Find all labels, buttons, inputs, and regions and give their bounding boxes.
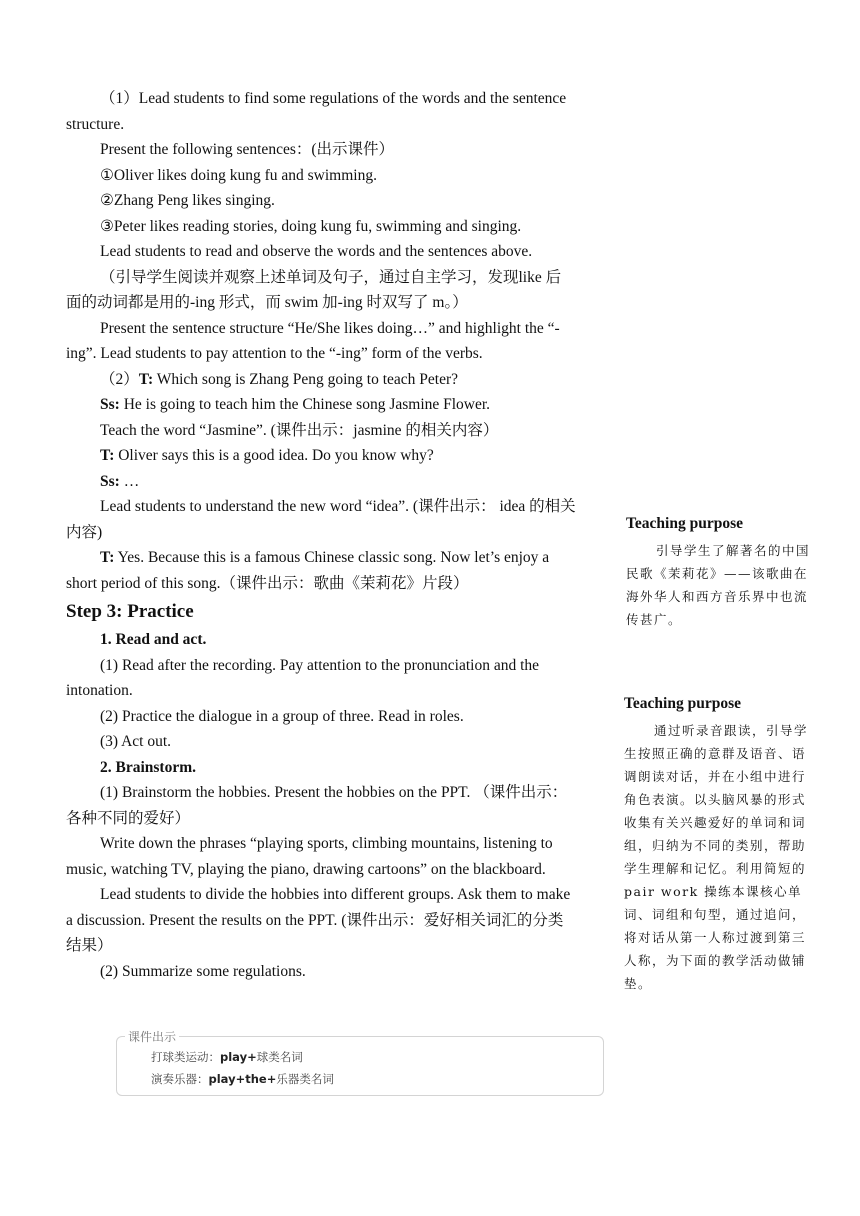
- courseware-box: [116, 1030, 604, 1096]
- courseware-row: [151, 1049, 303, 1065]
- paragraph-chinese: （引导学生阅读并观察上述单词及句子，通过自主学习，发现like 后面的动词都是用的-ing 形式，而 swim 加-ing 时双写了 m。）: [66, 268, 562, 311]
- speaker-label: Ss:: [100, 396, 120, 413]
- dialogue-line: [66, 392, 576, 418]
- speaker-label: T:: [138, 370, 154, 388]
- dialogue-text: …: [119, 472, 140, 490]
- speaker-label: T:: [100, 549, 115, 566]
- note-title: Teaching purpose: [626, 515, 743, 532]
- subsection-title: 2. Brainstorm.: [100, 758, 197, 776]
- paragraph: Write down the phrases “playing sports, climbing mountains, listening to music, watching TV, playing the piano, drawing cartoons” on the blackboard.: [66, 835, 553, 878]
- courseware-formula: play+: [220, 1050, 257, 1064]
- dialogue-text: Which song is Zhang Peng going to teach Peter?: [153, 370, 459, 388]
- paragraph: (2) Summarize some regulations.: [100, 962, 306, 980]
- dialogue-text: He is going to teach him the Chinese song Jasmine Flower.: [119, 396, 491, 413]
- section-heading: Step 3: Practice: [66, 601, 194, 622]
- courseware-label: 课件出示: [125, 1028, 179, 1045]
- paragraph: (2) Practice the dialogue in a group of three. Read in roles.: [100, 707, 464, 725]
- speaker-label: T:: [100, 447, 115, 464]
- paragraph: Present the sentence structure “He/She likes doing…” and highlight the “-ing”. Lead students to pay attention to the “-ing” form of the verbs.: [66, 319, 560, 362]
- paragraph: (3) Act out.: [100, 733, 172, 750]
- dialogue-text: Yes. Because this is a famous Chinese classic song. Now let’s enjoy a short period of this song.（课件出示：歌曲《茉莉花》片段）: [66, 549, 550, 592]
- subsection-title: 1. Read and act.: [100, 631, 207, 648]
- dialogue-line: [66, 367, 576, 393]
- paragraph: (1) Brainstorm the hobbies. Present the hobbies on the PPT. （课件出示：各种不同的爱好）: [66, 784, 568, 827]
- paragraph: Present the following sentences：(出示课件）: [100, 141, 395, 158]
- main-content: [66, 86, 576, 984]
- note-body: 通过听录音跟读，引导学生按照正确的意群及语音、语调朗读对话，并在小组中进行角色表演。以头脑风暴的形式收集有关兴趣爱好的单词和词组，归纳为不同的类别，帮助学生理解和记忆。利用简短的 pair work 操练本课核心单词、词组和句型，通过追问，将对话从第一人称过渡到第三人称，为下面的教学活动做铺垫。: [624, 723, 809, 991]
- courseware-formula: play+the+: [208, 1072, 277, 1086]
- example-sentence: ③Peter likes reading stories, doing kung fu, swimming and singing.: [100, 217, 522, 235]
- dialogue-line: [66, 469, 576, 495]
- paragraph: Lead students to divide the hobbies into different groups. Ask them to make a discussion. Present the results on the PPT. (课件出示：爱好相关词汇的分类结果）: [66, 886, 571, 954]
- courseware-category: 演奏乐器：: [151, 1072, 209, 1086]
- speaker-label: Ss:: [100, 472, 120, 490]
- example-sentence: ①Oliver likes doing kung fu and swimming.: [100, 166, 377, 184]
- note-title: Teaching purpose: [624, 695, 741, 712]
- paragraph: (1) Read after the recording. Pay attention to the pronunciation and the intonation.: [66, 656, 540, 699]
- dialogue-line: [66, 443, 576, 469]
- courseware-noun: 球类名词: [256, 1050, 303, 1064]
- paragraph: Lead students to read and observe the words and the sentences above.: [100, 243, 533, 260]
- teaching-purpose-note: [624, 693, 814, 995]
- dialogue-line: [66, 545, 576, 596]
- courseware-row: [151, 1071, 334, 1087]
- teaching-purpose-note: [626, 513, 816, 631]
- courseware-noun: 乐器类名词: [276, 1072, 334, 1086]
- paragraph: （1）Lead students to find some regulations of the words and the sentence structure.: [66, 90, 567, 133]
- paragraph: Lead students to understand the new word “idea”. (课件出示： idea 的相关内容): [66, 498, 576, 541]
- example-sentence: ②Zhang Peng likes singing.: [100, 192, 275, 209]
- note-body: 引导学生了解著名的中国民歌《茉莉花》——该歌曲在海外华人和西方音乐界中也流传甚广。: [626, 543, 811, 627]
- courseware-category: 打球类运动：: [151, 1050, 220, 1064]
- paragraph: Teach the word “Jasmine”. (课件出示：jasmine 的相关内容）: [100, 421, 499, 439]
- dialogue-text: Oliver says this is a good idea. Do you know why?: [114, 447, 434, 464]
- item-prefix: （2）: [100, 370, 139, 388]
